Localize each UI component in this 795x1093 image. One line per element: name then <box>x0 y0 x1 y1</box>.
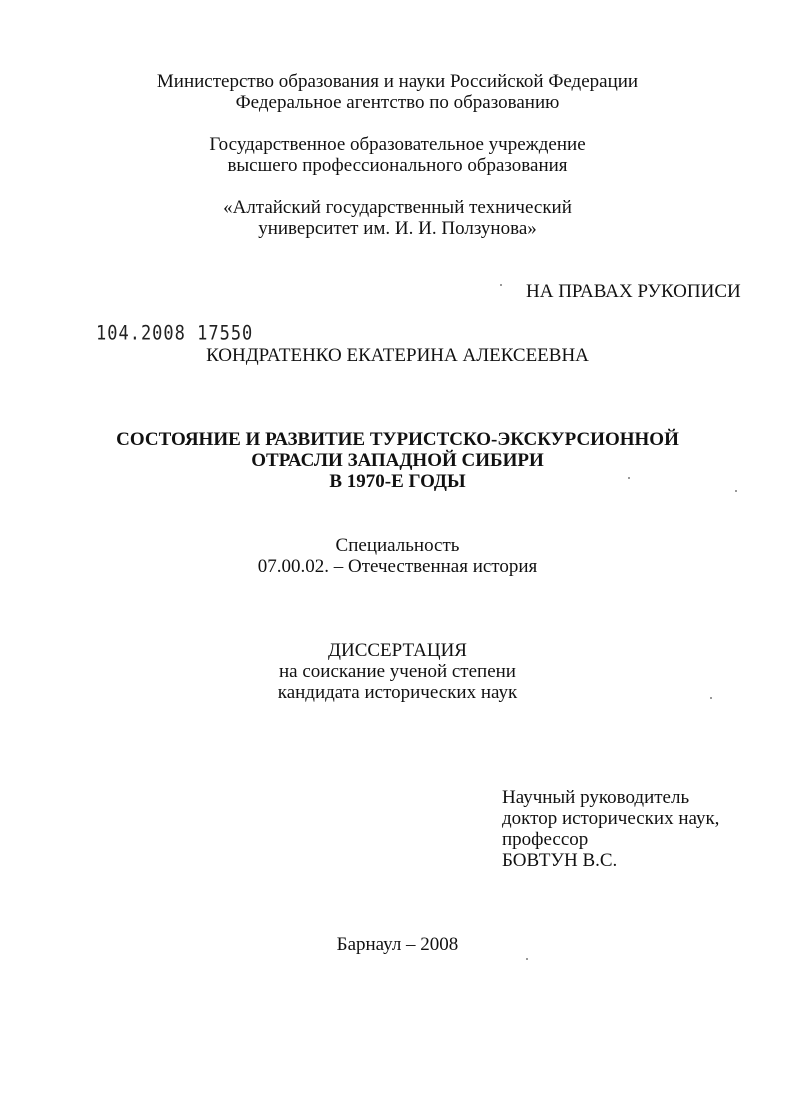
thesis-title-line-1: СОСТОЯНИЕ И РАЗВИТИЕ ТУРИСТСКО-ЭКСКУРСИОННОЙ <box>116 429 679 450</box>
scan-speck <box>710 697 712 699</box>
ministry-name: Министерство образования и науки Российской Федерации <box>156 71 639 92</box>
scan-speck <box>735 490 737 492</box>
specialty-label: Специальность <box>335 535 460 556</box>
institution-line-2: высшего профессионального образования <box>227 155 568 176</box>
author-name: КОНДРАТЕНКО ЕКАТЕРИНА АЛЕКСЕЕВНА <box>206 345 589 366</box>
specialty-value: 07.00.02. – Отечественная история <box>257 556 538 577</box>
university-line-2: университет им. И. И. Ползунова» <box>258 218 537 239</box>
place-and-year: Барнаул – 2008 <box>336 934 459 955</box>
agency-name: Федеральное агентство по образованию <box>235 92 560 113</box>
dissertation-heading: ДИССЕРТАЦИЯ <box>328 640 467 661</box>
dissertation-line-2: кандидата исторических наук <box>277 682 518 703</box>
supervisor-rank: профессор <box>502 829 589 850</box>
scan-speck <box>526 958 528 960</box>
registration-stamp: 104.2008 17550 <box>96 322 254 345</box>
thesis-title-line-3: В 1970-Е ГОДЫ <box>329 471 466 492</box>
scan-speck <box>500 284 502 286</box>
supervisor-label: Научный руководитель <box>502 787 690 808</box>
supervisor-degree: доктор исторических наук, <box>502 808 720 829</box>
thesis-title-line-2: ОТРАСЛИ ЗАПАДНОЙ СИБИРИ <box>251 450 544 471</box>
dissertation-line-1: на соискание ученой степени <box>279 661 516 682</box>
university-line-1: «Алтайский государственный технический <box>223 197 572 218</box>
supervisor-name: БОВТУН В.С. <box>502 850 618 871</box>
scan-speck <box>628 477 630 479</box>
institution-line-1: Государственное образовательное учреждение <box>209 134 586 155</box>
manuscript-note: НА ПРАВАХ РУКОПИСИ <box>526 281 741 302</box>
